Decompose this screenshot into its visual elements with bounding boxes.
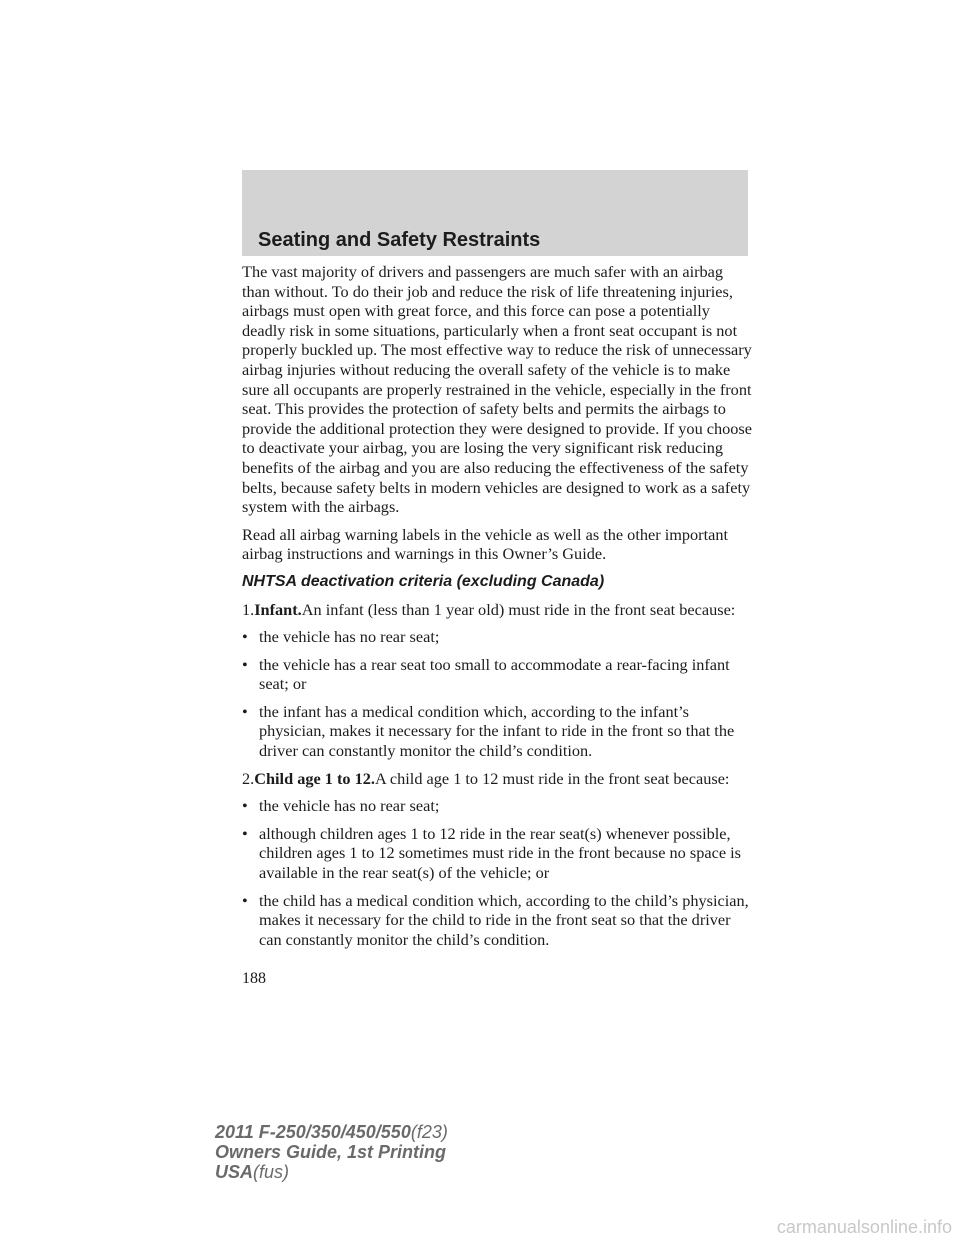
bullet-text: the infant has a medical condition which, according to the infant’s physician, makes it necessary for the infant to ride in the front so that the driver can constantly monitor the child’s condition.: [259, 701, 735, 761]
item-2-text: A child age 1 to 12 must ride in the front seat because:: [374, 768, 730, 788]
item-2-number: 2.: [242, 768, 255, 788]
watermark: carmanualsonline.info: [776, 1217, 952, 1237]
list-item: [242, 796, 752, 816]
list-item: [242, 824, 752, 883]
list-item: [242, 891, 752, 950]
section-title: Seating and Safety Restraints: [258, 229, 541, 251]
criteria-item-2: [242, 769, 752, 789]
list-item: [242, 655, 752, 694]
bullet-icon: •: [242, 654, 248, 674]
footer-line-2: Owners Guide, 1st Printing: [215, 1142, 447, 1162]
list-item: [242, 627, 752, 647]
bullet-icon: •: [242, 823, 248, 843]
item-2-bullet-list: [242, 796, 752, 949]
bullet-text: the child has a medical condition which, according to the child’s physician, makes it necessary for the child to ride in the front seat so that the driver can constantly monitor the child’s condition.: [259, 890, 749, 949]
bullet-icon: •: [242, 796, 248, 816]
document-footer: [215, 1122, 448, 1182]
item-1-text: An infant (less than 1 year old) must ride in the front seat because:: [301, 599, 736, 619]
footer-model-code: (f23): [410, 1122, 448, 1142]
footer-region-code: (fus): [253, 1162, 290, 1182]
item-1-bullet-list: [242, 627, 752, 761]
footer-line-1: [215, 1122, 448, 1142]
bullet-text: the vehicle has a rear seat too small to accommodate a rear-facing infant seat; or: [259, 654, 730, 694]
footer-line-3: [215, 1162, 448, 1182]
bullet-icon: •: [242, 701, 248, 721]
criteria-item-1: [242, 600, 752, 620]
subheading: NHTSA deactivation criteria (excluding Canada): [242, 572, 605, 590]
bullet-icon: •: [242, 627, 248, 647]
footer-region: USA: [215, 1162, 254, 1182]
page-content: [242, 262, 752, 957]
body-paragraph-1: The vast majority of drivers and passengers are much safer with an airbag than without. To do their job and reduce the risk of life threatening injuries, airbags must open with great force, and this force can pose a potentially deadly risk in some situations, particularly when a front seat occupant is not properly buckled up. The most effective way to reduce the risk of unnecessary airbag injuries without reducing the overall safety of the vehicle is to make sure all occupants are properly restrained in the vehicle, especially in the front seat. This provides the protection of safety belts and permits the airbags to provide the additional protection they were designed to provide. If you choose to deactivate your airbag, you are losing the very significant risk reducing benefits of the airbag and you are also reducing the effectiveness of the safety belts, because safety belts in modern vehicles are designed to work as a safety system with the airbags.: [242, 262, 752, 517]
footer-model: 2011 F-250/350/450/550: [215, 1122, 411, 1142]
list-item: [242, 702, 752, 761]
bullet-text: the vehicle has no rear seat;: [259, 796, 440, 816]
item-1-number: 1.: [242, 599, 255, 619]
bullet-text: although children ages 1 to 12 ride in the rear seat(s) whenever possible, children ages 1 to 12 sometimes must ride in the front because no space is available in the rear seat(s) of the vehicle; or: [259, 823, 741, 883]
body-paragraph-2: Read all airbag warning labels in the vehicle as well as the other important airbag instructions and warnings in this Owner’s Guide.: [242, 524, 729, 564]
item-2-label: Child age 1 to 12.: [254, 768, 375, 788]
item-1-label: Infant.: [254, 599, 302, 619]
bullet-icon: •: [242, 890, 248, 910]
page-number: 188: [242, 970, 266, 987]
bullet-text: the vehicle has no rear seat;: [259, 627, 440, 647]
